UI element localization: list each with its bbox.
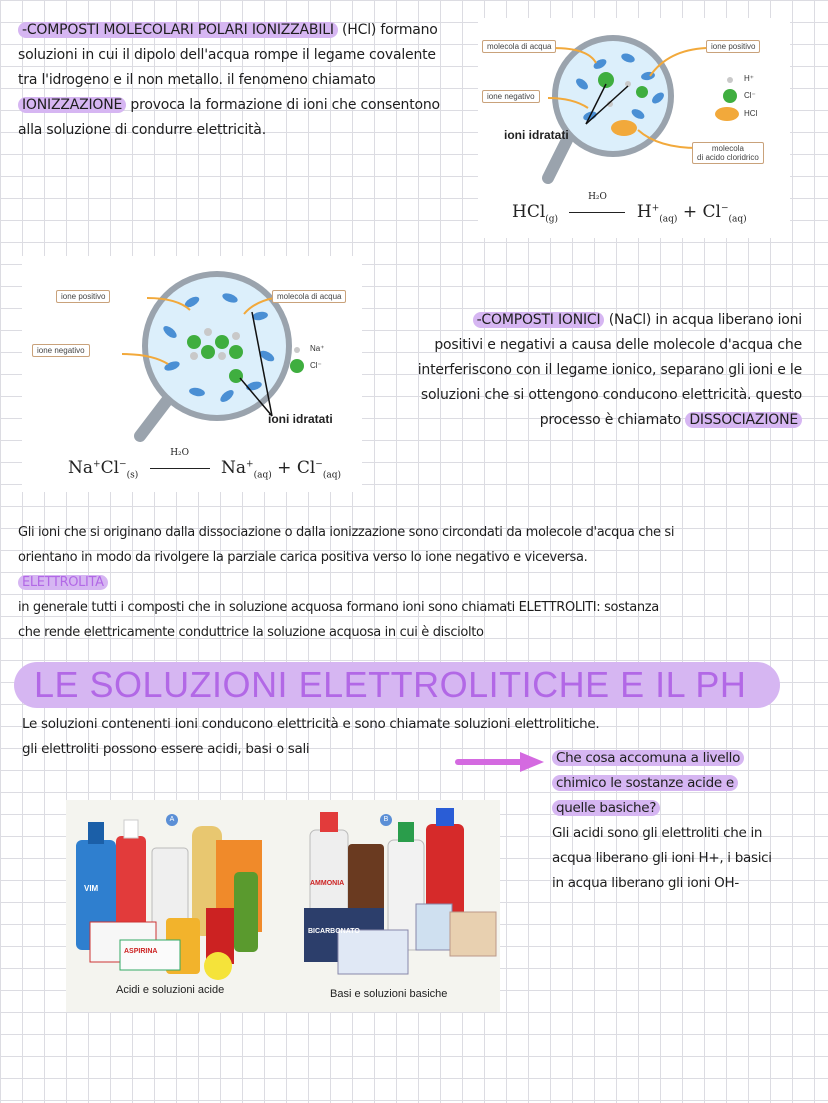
brand-bicarbonato: BICARBONATO	[308, 928, 360, 935]
right-arrow-icon	[454, 750, 546, 774]
brand-aspirina: ASPIRINA	[124, 948, 158, 955]
badge-a: A	[166, 814, 178, 826]
reaction-arrow: H₂O	[569, 202, 625, 222]
section-elettroliti	[18, 520, 818, 645]
highlight-question: chimico le sostanze acide e	[552, 775, 738, 791]
label-ioni-idratati: ioni idratati	[504, 128, 569, 142]
highlight-ionizzazione: IONIZZAZIONE	[18, 97, 126, 113]
text-line: -COMPOSTI IONICI (NaCl) in acqua liberano ioni	[370, 308, 802, 333]
equation-nacl: $Na^+Cl^-_{(s)}$ H₂O $Na^+_{(aq)} + Cl^-_{(aq)}$	[68, 448, 341, 481]
legend-h: H⁺	[744, 74, 754, 83]
text-line: in generale tutti i composti che in soluzione acquosa formano ioni sono chiamati ELETTROLITI: sostanza	[18, 600, 659, 615]
brand-ammonia: AMMONIA	[310, 880, 345, 887]
products-illustration	[66, 800, 500, 1012]
page-title: LE SOLUZIONI ELETTROLITICHE E IL PH	[14, 662, 780, 708]
heading-elettrolita: ELETTROLITA	[18, 575, 108, 590]
label-ioni-idratati: ioni idratati	[268, 412, 333, 426]
caption-acidi: Acidi e soluzioni acide	[116, 984, 225, 996]
text-line: Le soluzioni contenenti ioni conducono elettricità e sono chiamate soluzioni elettrolitiche.	[22, 716, 600, 732]
legend-hcl: HCl	[744, 109, 758, 118]
figure-nacl-dissociation	[22, 256, 362, 492]
text-line: alla soluzione di condurre elettricità.	[18, 122, 266, 138]
badge-b: B	[380, 814, 392, 826]
text-line: Gli ioni che si originano dalla dissociazione o dalla ionizzazione sono circondati da molecole d'acqua che si	[18, 525, 675, 540]
text-line: -COMPOSTI MOLECOLARI POLARI IONIZZABILI (HCl) formano	[18, 18, 478, 43]
text-line: acqua liberano gli ioni H+, i basici	[552, 850, 772, 866]
text-line: IONIZZAZIONE provoca la formazione di ioni che consentono	[18, 93, 478, 118]
reaction-arrow: H₂O	[150, 458, 210, 478]
section-dissociazione	[370, 308, 802, 433]
section-ionizzazione	[18, 18, 478, 143]
photo-acids-bases	[66, 800, 500, 1012]
text-line	[552, 796, 822, 821]
label-ione-positivo: ione positivo	[56, 290, 110, 303]
text-line	[18, 570, 818, 595]
text-line	[552, 771, 822, 796]
label-ione-negativo: ione negativo	[482, 90, 540, 103]
text-line: soluzioni che si ottengono conducono elettricità. questo	[420, 387, 802, 403]
legend-cl: Cl⁻	[310, 361, 322, 370]
text-line: gli elettroliti possono essere acidi, basi o sali	[22, 741, 310, 757]
label-molecola-acqua: molecola di acqua	[272, 290, 346, 303]
highlight-question: Che cosa accomuna a livello	[552, 750, 744, 766]
text-line: che rende elettricamente conduttrice la soluzione acquosa in cui è disciolto	[18, 625, 484, 640]
text-line: interferiscono con il legame ionico, separano gli ioni e le	[417, 362, 802, 378]
caption-basi: Basi e soluzioni basiche	[330, 988, 448, 1000]
text-line: positivi e negativi a causa delle molecole d'acqua che	[434, 337, 802, 353]
legend-cl: Cl⁻	[744, 91, 756, 100]
label-ione-negativo: ione negativo	[32, 344, 90, 357]
label-molecola-acqua: molecola di acqua	[482, 40, 556, 53]
question-block	[552, 746, 822, 896]
legend-na: Na⁺	[310, 344, 325, 353]
text-line: orientano in modo da rivolgere la parziale carica positiva verso lo ione negativo e viceversa.	[18, 550, 588, 565]
text-line: processo è chiamato DISSOCIAZIONE	[370, 408, 802, 433]
figure-hcl-ionization	[478, 18, 790, 238]
highlight-dissociazione: DISSOCIAZIONE	[685, 412, 802, 428]
text-line	[552, 746, 822, 771]
highlight-question: quelle basiche?	[552, 800, 660, 816]
highlight-composti-ionici: -COMPOSTI IONICI	[473, 312, 605, 328]
text-line: Gli acidi sono gli elettroliti che in	[552, 825, 763, 841]
equation-hcl: HCl$_{(g)}$ H₂O $H^+_{(aq)} + Cl^-_{(aq)}$	[512, 192, 747, 225]
label-ione-positivo: ione positivo	[706, 40, 760, 53]
text-line: tra l'idrogeno e il non metallo. il fenomeno chiamato	[18, 72, 376, 88]
brand-vim: VIM	[84, 884, 99, 893]
text-line: soluzioni in cui il dipolo dell'acqua rompe il legame covalente	[18, 47, 436, 63]
text-line: in acqua liberano gli ioni OH-	[552, 875, 739, 891]
highlight-composti-molecolari: -COMPOSTI MOLECOLARI POLARI IONIZZABILI	[18, 22, 338, 38]
label-molecola-acido: molecola di acido cloridrico	[692, 142, 764, 164]
